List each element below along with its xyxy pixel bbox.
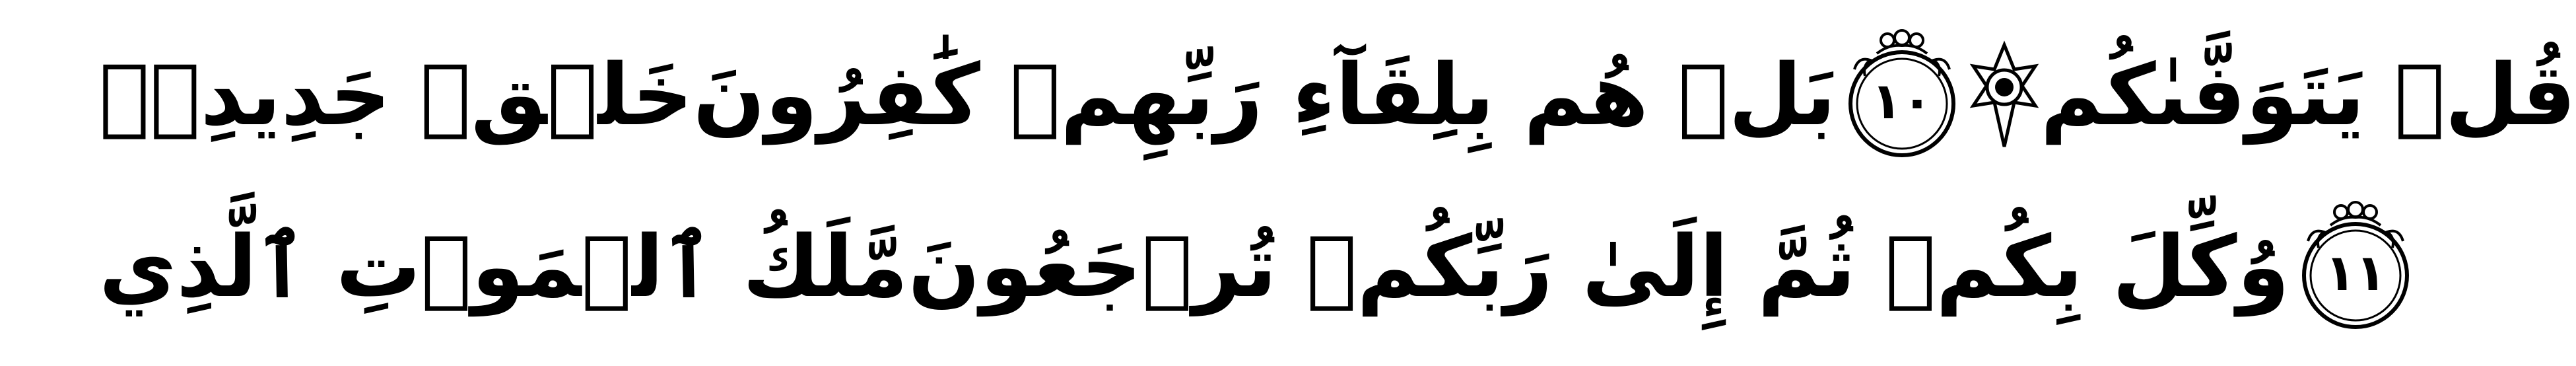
ayah-end-marker [1836, 30, 1968, 162]
flower-ornament-icon [1968, 40, 2041, 152]
ayah-number: ١١ [2324, 243, 2387, 302]
verse-line-2 [99, 192, 2387, 344]
verse-line-1 [99, 20, 2576, 172]
ayah-number: ١٠ [1871, 71, 1933, 130]
verse-text: قُلۡ يَتَوَفَّىٰكُم [2040, 46, 2576, 145]
verse-text: مَّلَكُ ٱلۡمَوۡتِ ٱلَّذِي [99, 218, 908, 316]
verse-text: خَلۡقٖ جَدِيدِۭۚ [99, 46, 693, 145]
verse-text: وُكِّلَ بِكُمۡ ثُمَّ إِلَىٰ رَبِّكُمۡ تُرۡجَعُونَ [908, 218, 2289, 316]
verse-text: بَلۡ هُم بِلِقَآءِ رَبِّهِمۡ كَٰفِرُونَ [693, 46, 1836, 145]
ayah-end-marker [2289, 201, 2422, 334]
